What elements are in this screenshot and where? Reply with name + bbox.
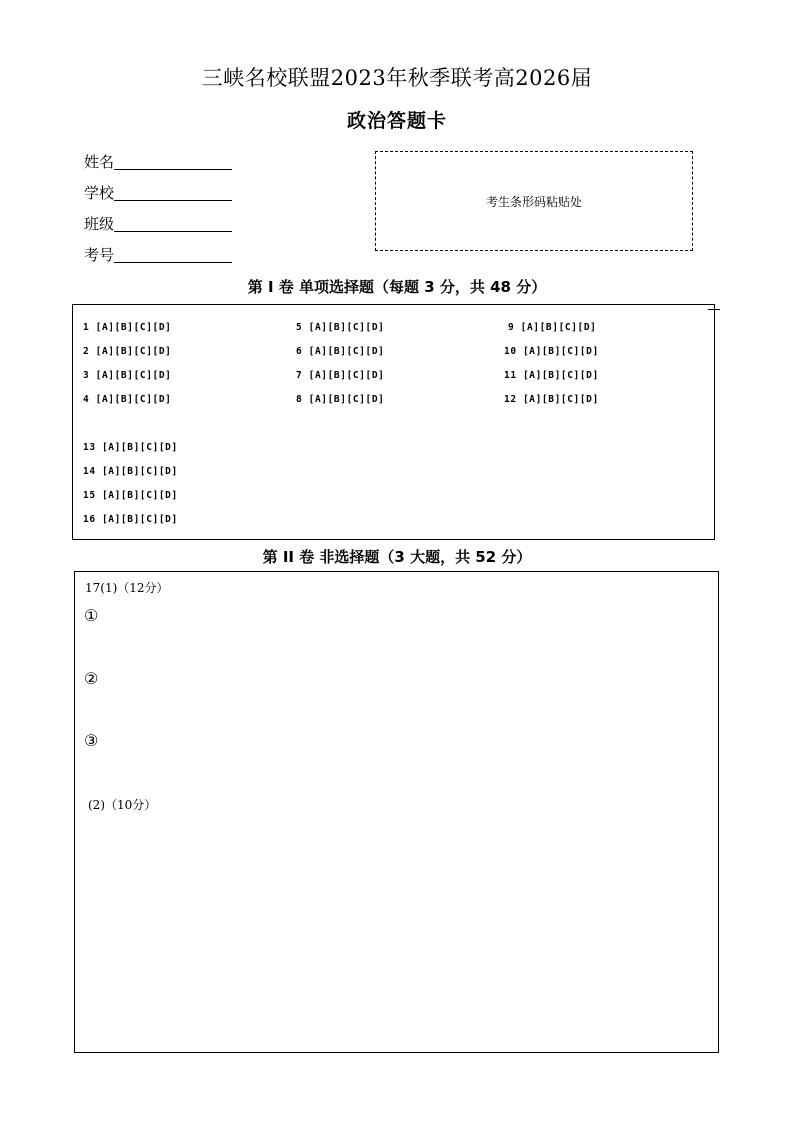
choice-answer-box <box>72 304 715 540</box>
choice-row-4[interactable]: 4 [A][B][C][D] <box>83 394 172 405</box>
name-field[interactable] <box>84 151 232 173</box>
choice-row-16[interactable]: 16 [A][B][C][D] <box>83 514 178 525</box>
barcode-label: 考生条形码粘贴处 <box>485 194 582 209</box>
exam-number-label: 考号 <box>84 246 115 264</box>
choice-row-14[interactable]: 14 [A][B][C][D] <box>83 466 178 477</box>
exam-number-line[interactable] <box>114 244 232 263</box>
class-label: 班级 <box>84 215 115 233</box>
choice-row-13[interactable]: 13 [A][B][C][D] <box>83 442 178 453</box>
q17-part1-label: 17(1)（12分） <box>85 581 169 595</box>
answer-marker-1: ① <box>84 606 99 625</box>
choice-row-5[interactable]: 5 [A][B][C][D] <box>296 322 385 333</box>
barcode-area <box>375 151 693 251</box>
choice-row-2[interactable]: 2 [A][B][C][D] <box>83 346 172 357</box>
page-subtitle: 政治答题卡 <box>346 110 447 132</box>
choice-row-12[interactable]: 12 [A][B][C][D] <box>504 394 599 405</box>
choice-row-6[interactable]: 6 [A][B][C][D] <box>296 346 385 357</box>
section2-heading: 第 II 卷 非选择题（3 大题，共 52 分） <box>262 548 532 566</box>
name-label: 姓名 <box>84 153 115 171</box>
choice-row-3[interactable]: 3 [A][B][C][D] <box>83 370 172 381</box>
school-line[interactable] <box>114 182 232 201</box>
school-label: 学校 <box>84 184 115 202</box>
choice-row-8[interactable]: 8 [A][B][C][D] <box>296 394 385 405</box>
answer-marker-2: ② <box>84 669 99 688</box>
written-answer-box[interactable] <box>74 571 719 1053</box>
class-line[interactable] <box>114 213 232 232</box>
choice-row-1[interactable]: 1 [A][B][C][D] <box>83 322 172 333</box>
page-title: 三峡名校联盟2023年秋季联考高2026届 <box>201 66 593 90</box>
choice-row-9[interactable]: 9 [A][B][C][D] <box>508 322 597 333</box>
exam-number-field[interactable] <box>84 244 232 266</box>
q17-part2-label: (2)（10分） <box>88 798 157 812</box>
answer-marker-3: ③ <box>84 731 99 750</box>
class-field[interactable] <box>84 213 232 235</box>
school-field[interactable] <box>84 182 232 204</box>
choice-row-11[interactable]: 11 [A][B][C][D] <box>504 370 599 381</box>
corner-mark <box>708 309 720 310</box>
name-line[interactable] <box>114 151 232 170</box>
choice-row-7[interactable]: 7 [A][B][C][D] <box>296 370 385 381</box>
choice-row-15[interactable]: 15 [A][B][C][D] <box>83 490 178 501</box>
section1-heading: 第 I 卷 单项选择题（每题 3 分，共 48 分） <box>247 278 547 296</box>
choice-row-10[interactable]: 10 [A][B][C][D] <box>504 346 599 357</box>
